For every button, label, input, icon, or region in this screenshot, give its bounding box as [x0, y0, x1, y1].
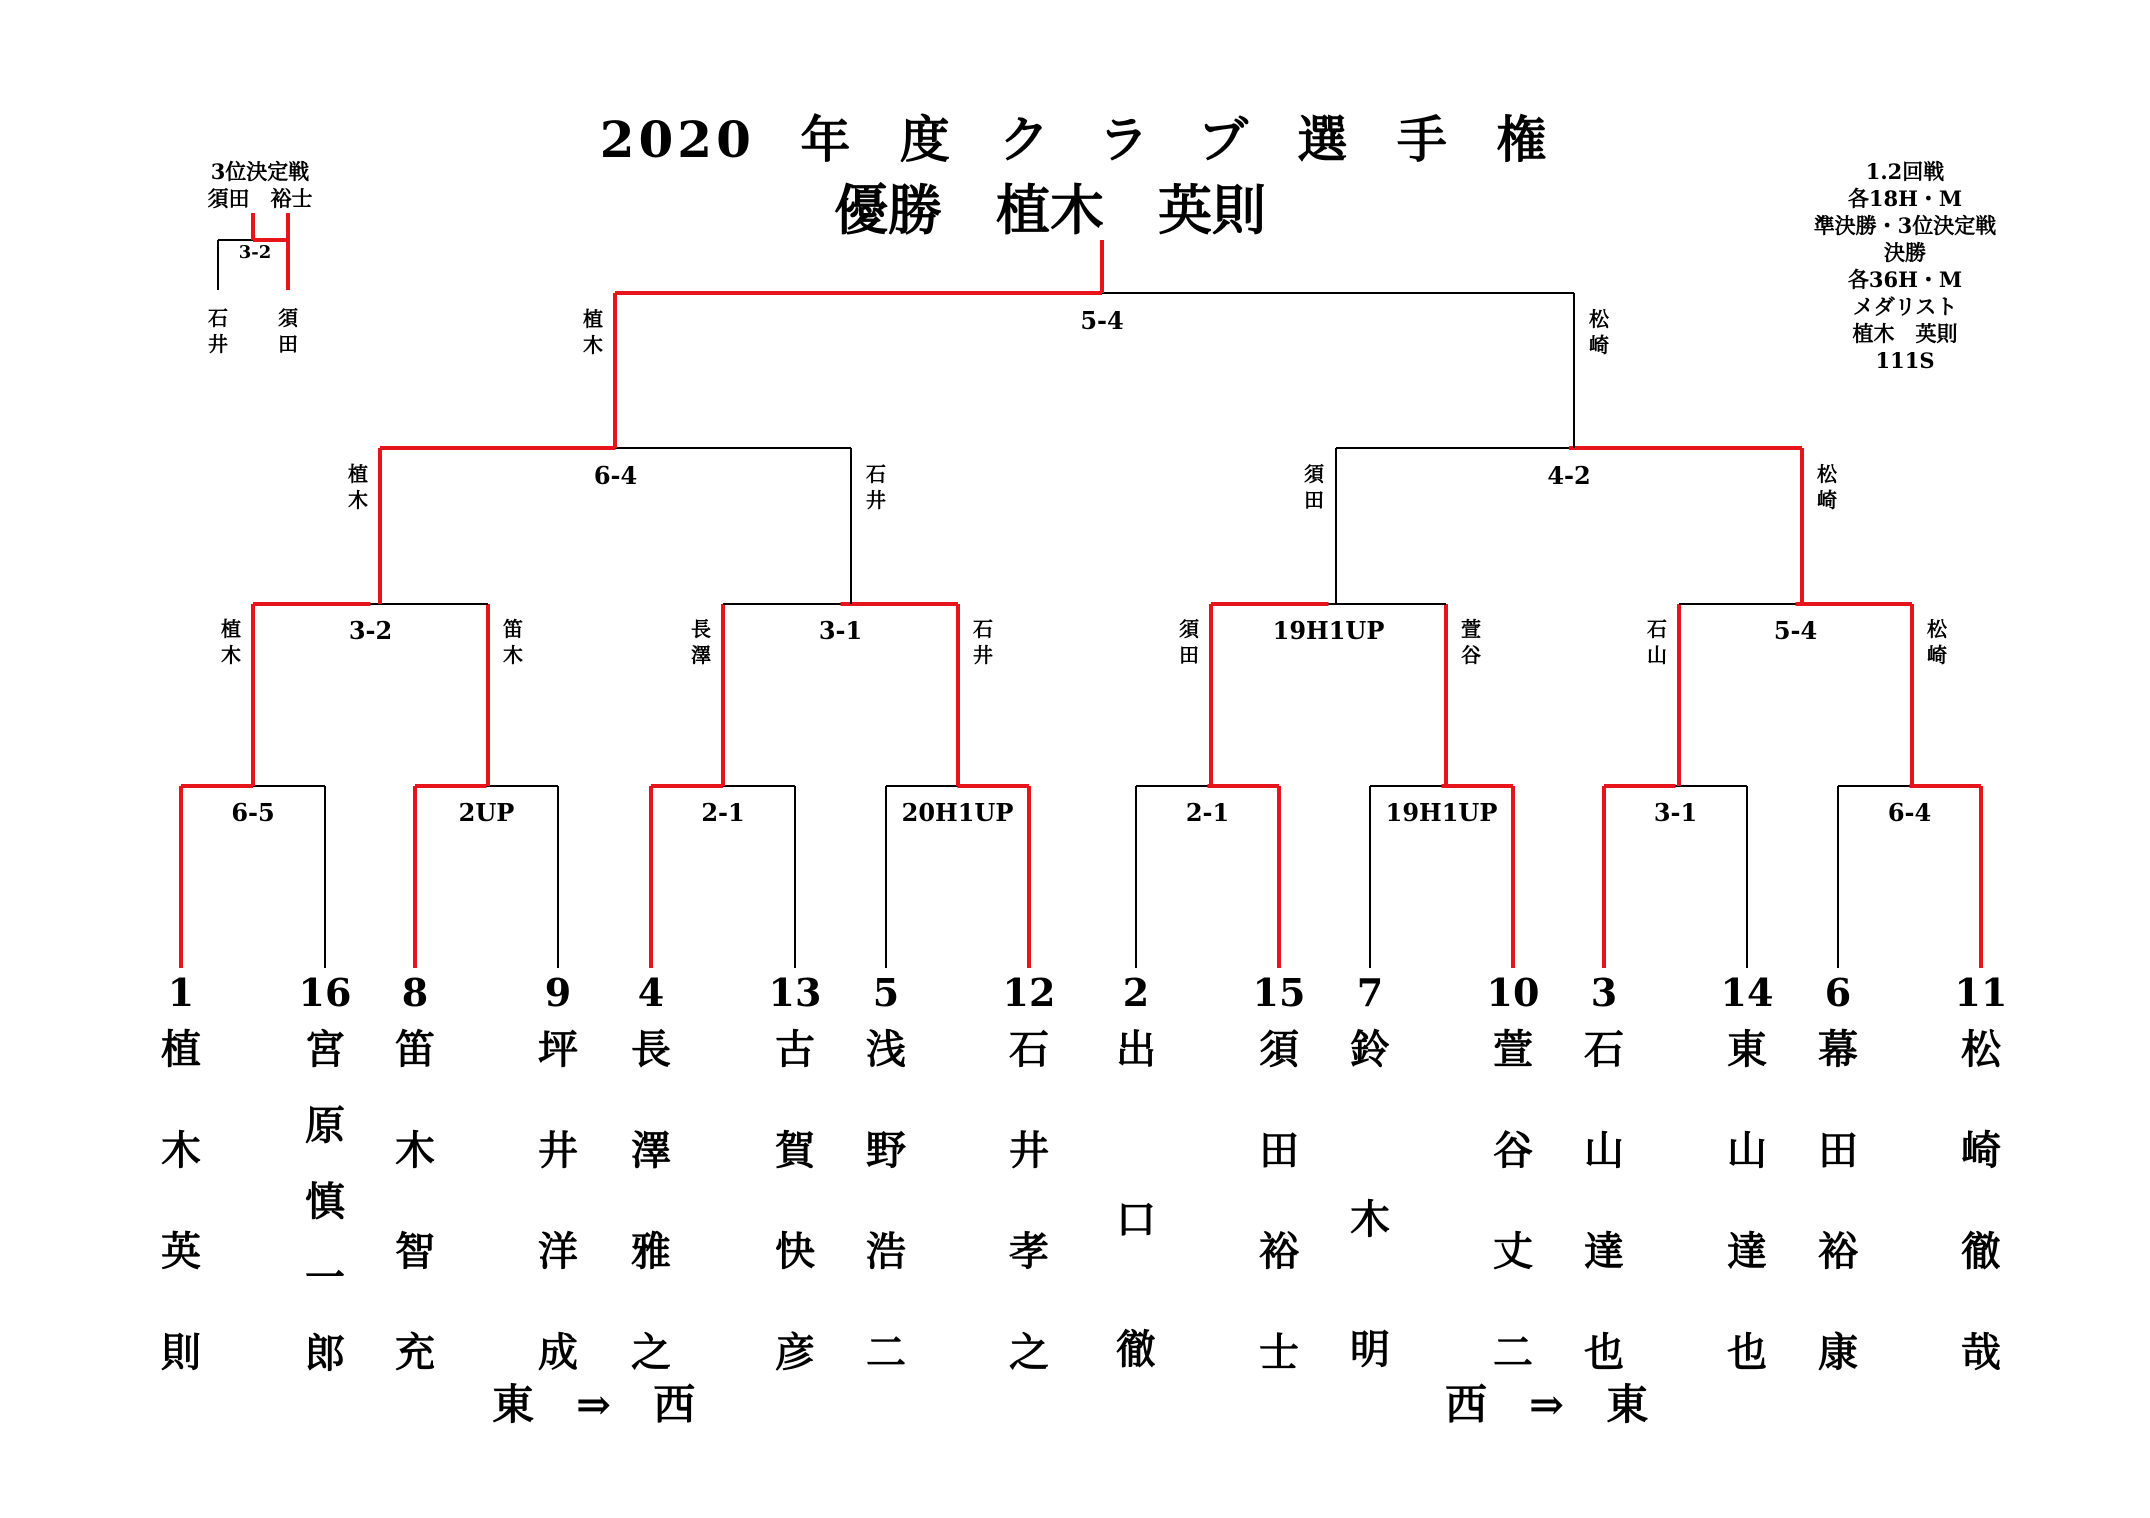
- name-char: 石: [208, 306, 228, 330]
- title-year: 2020: [599, 110, 755, 169]
- name-char: 崎: [1817, 488, 1837, 512]
- name-char: 田: [1304, 488, 1324, 512]
- name-char: 木: [348, 488, 368, 512]
- name-char: 明: [1350, 1326, 1390, 1373]
- player-seed: 6: [1824, 970, 1852, 1015]
- name-char: 山: [1647, 643, 1667, 667]
- r1-score: 2UP: [458, 798, 515, 827]
- name-char: 笛: [395, 1026, 435, 1073]
- direction-right: 西 ⇒ 東: [1445, 1380, 1649, 1429]
- r2-left-name: [1174, 616, 1204, 668]
- name-char: 快: [775, 1228, 815, 1275]
- r1-score: 2-1: [1185, 798, 1230, 827]
- r2-score: 3-1: [818, 616, 863, 645]
- rules-line: 決勝: [1884, 240, 1926, 265]
- player-seed: 12: [1002, 970, 1056, 1015]
- name-char: 二: [1493, 1329, 1533, 1376]
- name-char: 充: [395, 1329, 435, 1376]
- title-char: 手: [1396, 110, 1451, 169]
- rules-line: 各36H・M: [1847, 267, 1963, 292]
- name-char: 萱: [1493, 1026, 1533, 1073]
- player-seed: 2: [1122, 970, 1150, 1015]
- name-char: 浅: [866, 1026, 906, 1073]
- name-char: 須: [1304, 462, 1324, 486]
- name-char: 須: [1179, 617, 1199, 641]
- name-char: 澤: [691, 643, 711, 667]
- rules-line: 各18H・M: [1847, 186, 1963, 211]
- name-char: 木: [221, 643, 241, 667]
- name-char: 植: [348, 462, 368, 486]
- rules-line: 植木 英則: [1852, 321, 1958, 346]
- semi-left-name: [1299, 461, 1329, 513]
- r2-score: 3-2: [348, 616, 393, 645]
- name-char: 雅: [631, 1228, 671, 1275]
- name-char: 洋: [538, 1228, 578, 1275]
- name-char: 出: [1116, 1026, 1156, 1073]
- name-char: 萱: [1461, 617, 1481, 641]
- name-char: 彦: [775, 1329, 815, 1376]
- name-char: 山: [1727, 1127, 1767, 1174]
- direction-left: 東 ⇒ 西: [492, 1380, 696, 1429]
- name-char: 井: [973, 643, 993, 667]
- name-char: 二: [866, 1329, 906, 1376]
- r2-left-name: [1642, 616, 1672, 668]
- name-char: 裕: [1818, 1228, 1858, 1275]
- player-seed: 5: [872, 970, 900, 1015]
- player-seed: 1: [167, 970, 195, 1015]
- name-char: 徹: [1961, 1228, 2001, 1275]
- third-place-score: 3-2: [238, 242, 272, 263]
- name-char: 須: [278, 306, 298, 330]
- name-char: 慎: [305, 1178, 345, 1225]
- final-score: 5-4: [1080, 306, 1124, 335]
- semi-right-name: [861, 461, 891, 513]
- name-char: 木: [503, 643, 523, 667]
- name-char: 井: [208, 332, 228, 356]
- name-char: 丈: [1493, 1228, 1533, 1275]
- name-char: 崎: [1961, 1127, 2001, 1174]
- name-char: 山: [1584, 1127, 1624, 1174]
- name-char: 田: [1259, 1127, 1299, 1174]
- name-char: 達: [1727, 1228, 1767, 1275]
- name-char: 植: [583, 307, 603, 331]
- player-seed: 14: [1720, 970, 1774, 1015]
- title-char: ブ: [1198, 110, 1252, 169]
- name-char: 井: [866, 488, 886, 512]
- semi-right-name: [1812, 461, 1842, 513]
- player-seed: 10: [1486, 970, 1540, 1015]
- name-char: 石: [1009, 1026, 1049, 1073]
- name-char: 智: [395, 1228, 435, 1275]
- name-char: 谷: [1461, 643, 1481, 667]
- name-char: 一: [305, 1254, 345, 1301]
- name-char: 植: [221, 617, 241, 641]
- semi-score: 6-4: [593, 461, 638, 490]
- r2-left-name: [686, 616, 716, 668]
- name-char: 野: [866, 1127, 906, 1174]
- name-char: 孝: [1009, 1228, 1049, 1275]
- name-char: 木: [1350, 1196, 1390, 1243]
- name-char: 木: [583, 333, 603, 357]
- name-char: 則: [161, 1329, 201, 1376]
- name-char: 笛: [503, 617, 523, 641]
- name-char: 木: [395, 1127, 435, 1174]
- champion-label: 優勝 植木 英則: [834, 178, 1266, 242]
- name-char: 井: [538, 1127, 578, 1174]
- r2-left-name: [216, 616, 246, 668]
- name-char: 口: [1116, 1196, 1156, 1243]
- title-char: 年: [800, 110, 855, 169]
- player-seed: 13: [768, 970, 822, 1015]
- name-char: 鈴: [1350, 1026, 1390, 1073]
- r1-score: 20H1UP: [901, 798, 1014, 827]
- name-char: 長: [631, 1026, 671, 1073]
- name-char: 哉: [1961, 1329, 2001, 1376]
- r1-score: 2-1: [701, 798, 745, 827]
- rules-line: 1.2回戦: [1865, 159, 1945, 184]
- r2-score: 19H1UP: [1272, 616, 1385, 645]
- title-char: 権: [1496, 110, 1551, 169]
- name-char: 崎: [1927, 643, 1947, 667]
- name-char: 郎: [305, 1330, 345, 1377]
- r2-right-name: [1456, 616, 1486, 668]
- name-char: 木: [161, 1127, 201, 1174]
- name-char: 徹: [1116, 1326, 1156, 1373]
- title-char: ラ: [1098, 110, 1153, 169]
- name-char: 原: [305, 1102, 345, 1149]
- name-char: 裕: [1259, 1228, 1299, 1275]
- name-char: 石: [973, 617, 993, 641]
- name-char: 谷: [1493, 1127, 1533, 1174]
- player-seed: 4: [637, 970, 665, 1015]
- r1-score: 6-4: [1887, 798, 1932, 827]
- name-char: 達: [1584, 1228, 1624, 1275]
- title-char: 度: [899, 110, 954, 169]
- name-char: 崎: [1589, 333, 1609, 357]
- semi-left-name: [343, 461, 373, 513]
- player-seed: 7: [1356, 970, 1384, 1015]
- rules-line: メダリスト: [1852, 294, 1958, 319]
- name-char: 也: [1584, 1329, 1624, 1376]
- name-char: 幕: [1818, 1026, 1858, 1073]
- name-char: 植: [161, 1026, 201, 1073]
- name-char: 松: [1589, 307, 1609, 331]
- player-seed: 3: [1590, 970, 1618, 1015]
- name-char: 浩: [866, 1228, 906, 1275]
- name-char: 澤: [631, 1127, 671, 1174]
- r2-right-name: [968, 616, 998, 668]
- name-char: 田: [1179, 643, 1199, 667]
- r1-score: 19H1UP: [1385, 798, 1498, 827]
- name-char: 士: [1259, 1329, 1299, 1376]
- final-right-name: [1584, 306, 1614, 358]
- semi-score: 4-2: [1547, 461, 1591, 490]
- name-char: 長: [691, 617, 711, 641]
- r2-right-name: [498, 616, 528, 668]
- name-char: 須: [1259, 1026, 1299, 1073]
- name-char: 田: [278, 332, 298, 356]
- player-seed: 15: [1252, 970, 1306, 1015]
- name-char: 成: [538, 1329, 578, 1376]
- name-char: 坪: [538, 1026, 578, 1073]
- r1-score: 6-5: [231, 798, 275, 827]
- player-seed: 9: [544, 970, 572, 1015]
- player-seed: 16: [298, 970, 352, 1015]
- r1-score: 3-1: [1653, 798, 1698, 827]
- player-seed: 11: [1954, 970, 2008, 1015]
- name-char: 宮: [305, 1026, 345, 1073]
- third-place-title: 3位決定戦: [210, 159, 310, 184]
- name-char: 也: [1727, 1329, 1767, 1376]
- name-char: 之: [1009, 1329, 1049, 1376]
- r2-right-name: [1922, 616, 1952, 668]
- player-seed: 8: [401, 970, 429, 1015]
- name-char: 康: [1818, 1329, 1858, 1376]
- name-char: 東: [1727, 1026, 1767, 1073]
- name-char: 田: [1818, 1127, 1858, 1174]
- name-char: 松: [1817, 462, 1837, 486]
- r2-score: 5-4: [1773, 616, 1818, 645]
- name-char: 井: [1009, 1127, 1049, 1174]
- name-char: 石: [866, 462, 886, 486]
- name-char: 石: [1584, 1026, 1624, 1073]
- third-place-winner: 須田 裕士: [207, 186, 313, 211]
- name-char: 賀: [775, 1127, 815, 1174]
- rules-line: 準決勝・3位決定戦: [1813, 213, 1997, 238]
- title-char: ク: [999, 110, 1054, 169]
- name-char: 之: [631, 1329, 671, 1376]
- title-char: 選: [1297, 110, 1352, 169]
- name-char: 松: [1927, 617, 1947, 641]
- rules-line: 111S: [1875, 348, 1935, 373]
- name-char: 英: [161, 1228, 201, 1275]
- name-char: 松: [1961, 1026, 2001, 1073]
- name-char: 石: [1647, 617, 1667, 641]
- name-char: 古: [775, 1026, 815, 1073]
- final-left-name: [578, 306, 608, 358]
